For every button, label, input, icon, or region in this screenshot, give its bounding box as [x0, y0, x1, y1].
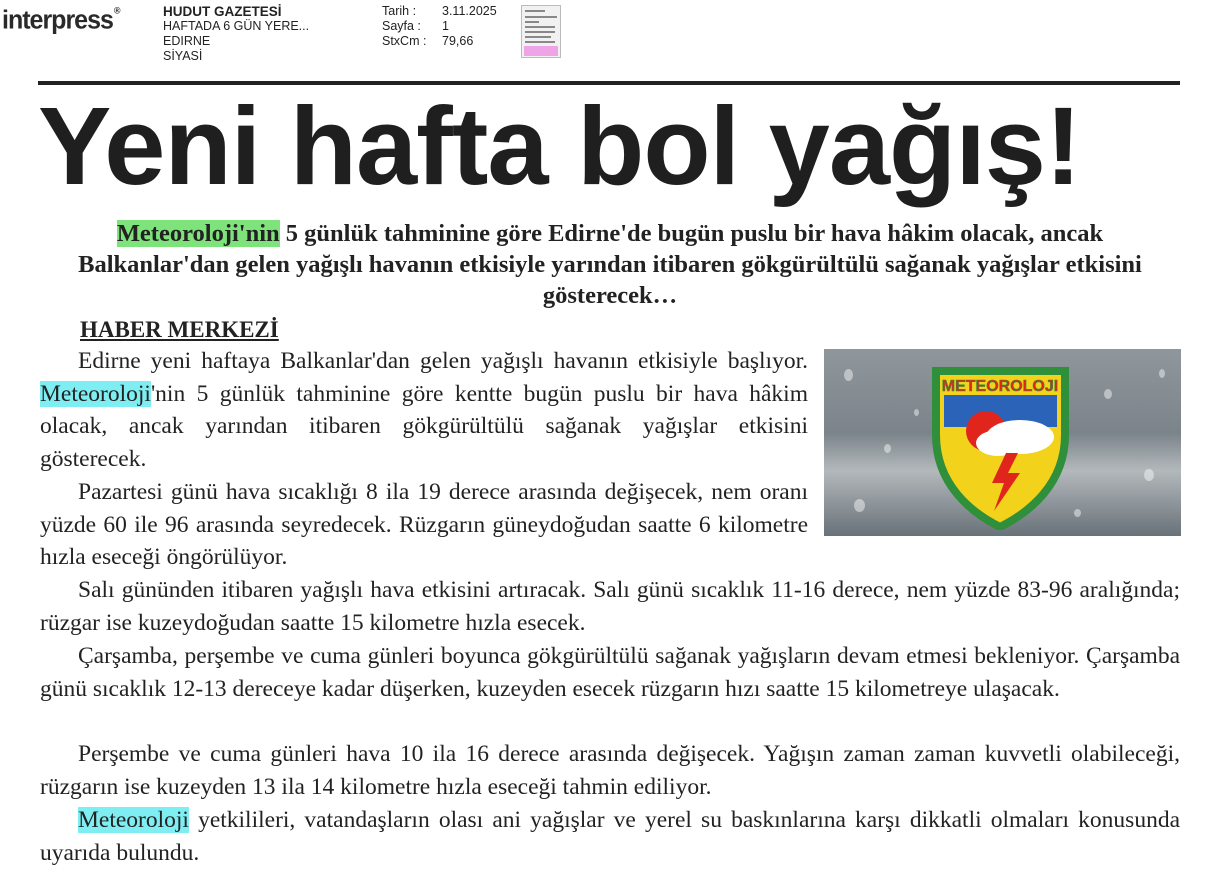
article-spot: [60, 218, 1160, 311]
publication-info: [163, 4, 309, 64]
paragraph-5: Perşembe ve cuma günleri hava 10 ila 16 derece arasında değişecek. Yağışın zaman zaman kuvvetli olabileceği, rüzgarın ise kuzeyden 13 ila 14 kilometre hızla eseceği tahmin ediliyor.: [40, 741, 1180, 800]
registered-mark: ®: [113, 5, 120, 16]
meta-row-page: [382, 19, 497, 34]
spot-text: 5 günlük tahminine göre Edirne'de bugün puslu bir hava hâkim olacak, ancak Balkanlar'dan gelen yağışlı havanın etkisiyle yarından itibaren gökgürültülü sağanak yağışlar etkisini gösterecek…: [78, 220, 1142, 309]
article-location-marker: [524, 46, 558, 56]
meta-value: 79,66: [442, 34, 474, 48]
paragraph-3: Salı gününden itibaren yağışlı hava etkisini artıracak. Salı günü sıcaklık 11-16 derece, nem yüzde 83-96 aralığında; rüzgar ise kuzeydoğudan saatte 15 kilometre hızla esecek.: [40, 577, 1180, 636]
publication-section: SİYASİ: [163, 49, 203, 63]
paragraph-4: Çarşamba, perşembe ve cuma günleri boyunca gökgürültülü sağanak yağışların devam etmesi bekleniyor. Çarşamba günü sıcaklık 12-13 dereceye kadar düşerken, kuzeyden esecek rüzgarın hızı saatte 15 kilometreye ulaşacak.: [40, 643, 1180, 702]
meta-label: Tarih :: [382, 4, 417, 18]
headline: Yeni hafta bol yağış!: [38, 85, 1081, 208]
paragraph-2: Pazartesi günü hava sıcaklığı 8 ila 19 derece arasında değişecek, nem oranı yüzde 60 ile 96 arasında seyredecek. Rüzgarın güneydoğudan saatte 6 kilometre hızla eseceği öngörülüyor.: [40, 479, 808, 570]
publication-frequency: HAFTADA 6 GÜN YERE...: [163, 19, 310, 33]
page-thumbnail[interactable]: [521, 5, 561, 58]
paragraph-text: 'nin 5 günlük tahminine göre kentte bugün puslu bir hava hâkim olacak, ancak yarından itibaren gökgürültülü sağanak yağışlar etkisini gösterecek.: [40, 380, 808, 472]
paragraph-6: [40, 804, 1180, 869]
meteorology-shield-icon: [928, 365, 1073, 530]
meta-value: 1: [442, 19, 449, 33]
paragraph-1: [40, 345, 808, 475]
keyword-highlight: Meteoroloji: [40, 380, 151, 407]
paragraph-text: Edirne yeni haftaya Balkanlar'dan gelen yağışlı havanın etkisiyle başlıyor.: [78, 348, 808, 374]
emblem-text: METEOROLOJI: [941, 378, 1059, 395]
meta-label: Sayfa :: [382, 19, 421, 33]
interpress-logo: [2, 5, 120, 35]
publication-name: HUDUT GAZETESİ: [163, 4, 282, 19]
meta-value: 3.11.2025: [442, 4, 497, 18]
article-photo: [824, 349, 1181, 536]
publication-city: EDIRNE: [163, 34, 211, 48]
spot-highlight: Meteoroloji'nin: [116, 220, 280, 247]
keyword-highlight: Meteoroloji: [78, 807, 189, 833]
meta-label: StxCm :: [382, 34, 427, 48]
meta-row-date: [382, 4, 497, 19]
clipping-meta: [382, 4, 497, 49]
byline: HABER MERKEZİ: [80, 317, 279, 342]
meta-row-stxcm: [382, 34, 497, 49]
logo-text: interpress: [2, 5, 113, 35]
paragraph-text: yetkilileri, vatandaşların olası ani yağışlar ve yerel su baskınlarına karşı dikkatli olmaları konusunda uyarıda bulundu.: [40, 807, 1180, 866]
